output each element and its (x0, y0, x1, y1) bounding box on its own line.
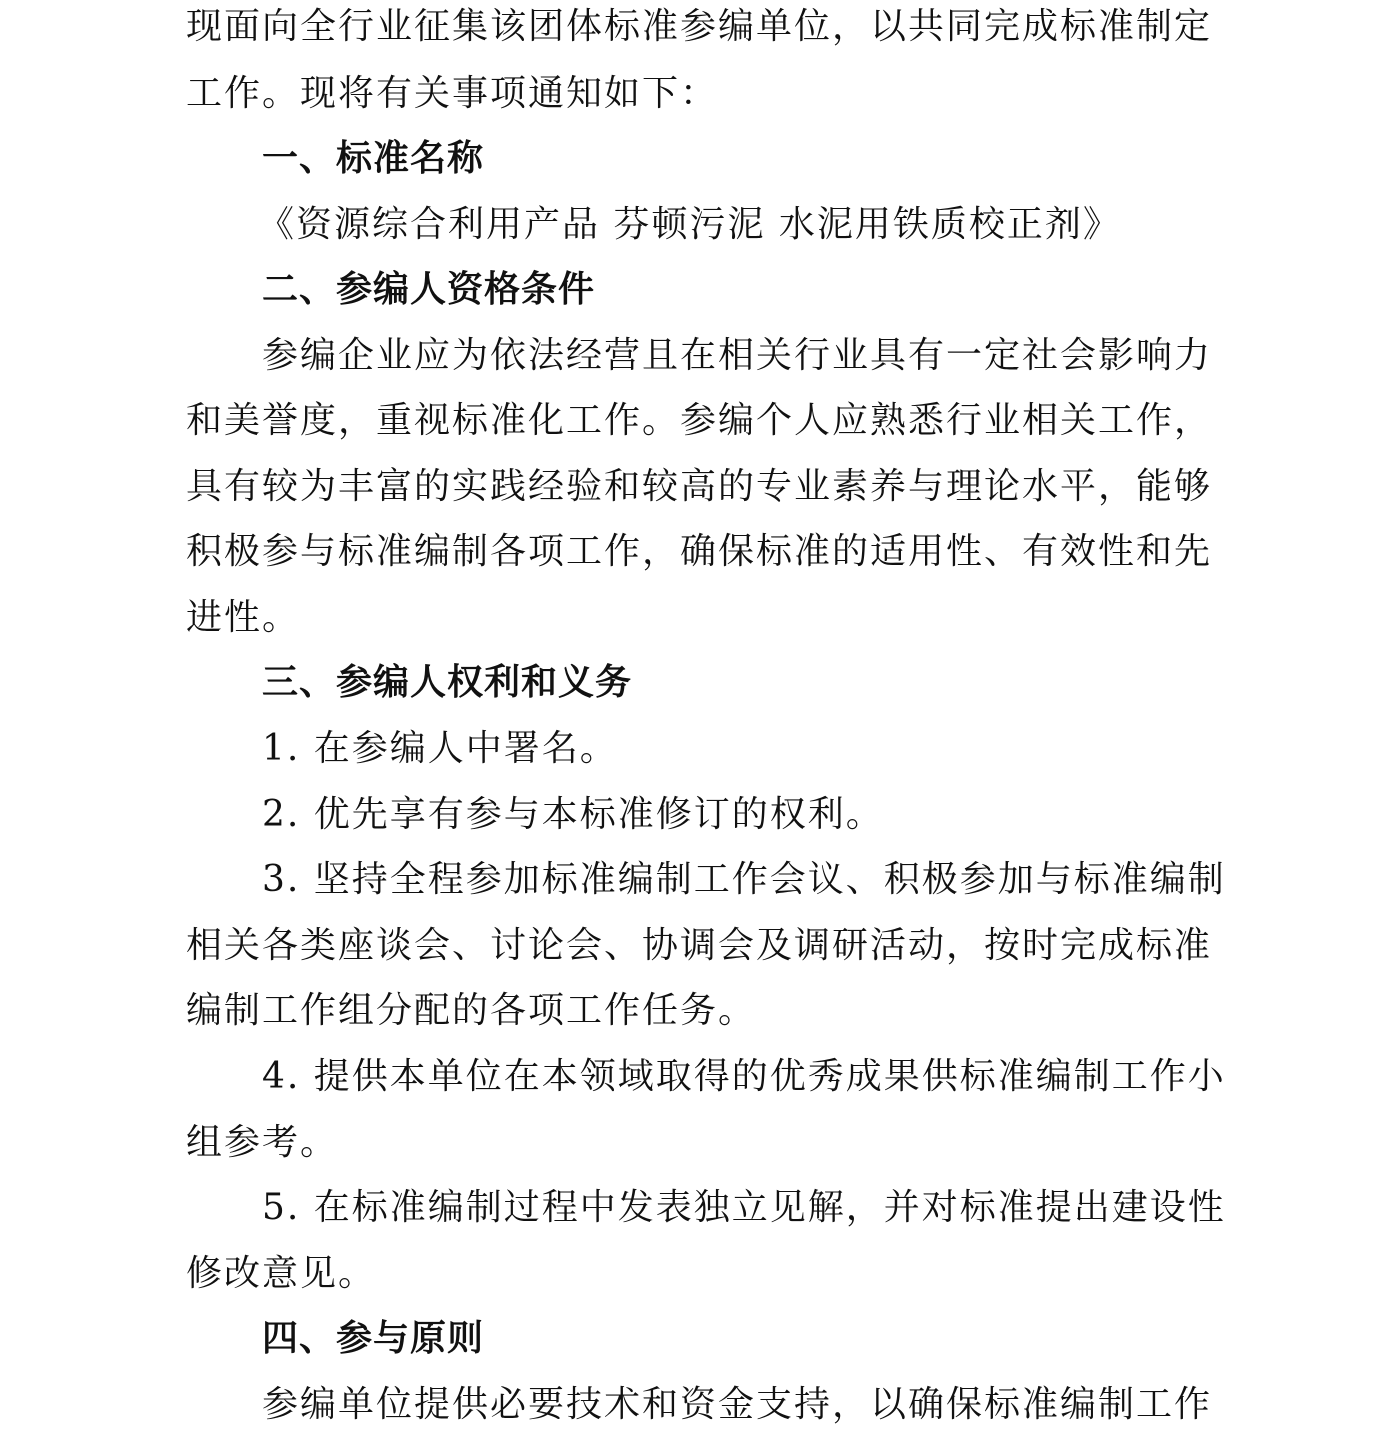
paragraph-line: 组参考。 (186, 1122, 339, 1163)
list-item: 5. 在标准编制过程中发表独立见解，并对标准提出建设性 (262, 1187, 1226, 1228)
list-item: 2. 优先享有参与本标准修订的权利。 (262, 794, 884, 835)
list-item: 1. 在参编人中署名。 (262, 728, 618, 769)
section-heading-rights-obligations: 三、参编人权利和义务 (262, 662, 633, 703)
section-heading-participation-principles: 四、参与原则 (262, 1318, 485, 1359)
paragraph-line: 工作。现将有关事项通知如下： (186, 73, 719, 114)
paragraph-line: 现面向全行业征集该团体标准参编单位，以共同完成标准制定 (186, 6, 1213, 47)
paragraph-line: 相关各类座谈会、讨论会、协调会及调研活动，按时完成标准 (186, 925, 1213, 966)
section-heading-standard-name: 一、标准名称 (262, 138, 485, 179)
paragraph-line: 具有较为丰富的实践经验和较高的专业素养与理论水平，能够 (186, 466, 1213, 507)
paragraph-line: 积极参与标准编制各项工作，确保标准的适用性、有效性和先 (186, 531, 1213, 572)
paragraph-line: 参编单位提供必要技术和资金支持，以确保标准编制工作 (262, 1384, 1213, 1425)
paragraph-line: 参编企业应为依法经营且在相关行业具有一定社会影响力 (262, 335, 1213, 376)
paragraph-line: 修改意见。 (186, 1253, 377, 1294)
section-heading-qualifications: 二、参编人资格条件 (262, 269, 596, 310)
paragraph-line: 进性。 (186, 597, 301, 638)
standard-title: 《资源综合利用产品 芬顿污泥 水泥用铁质校正剂》 (258, 204, 1121, 245)
paragraph-line: 和美誉度，重视标准化工作。参编个人应熟悉行业相关工作， (186, 400, 1213, 441)
list-item: 3. 坚持全程参加标准编制工作会议、积极参加与标准编制 (262, 859, 1226, 900)
paragraph-line: 编制工作组分配的各项工作任务。 (186, 990, 757, 1031)
list-item: 4. 提供本单位在本领域取得的优秀成果供标准编制工作小 (262, 1056, 1226, 1097)
